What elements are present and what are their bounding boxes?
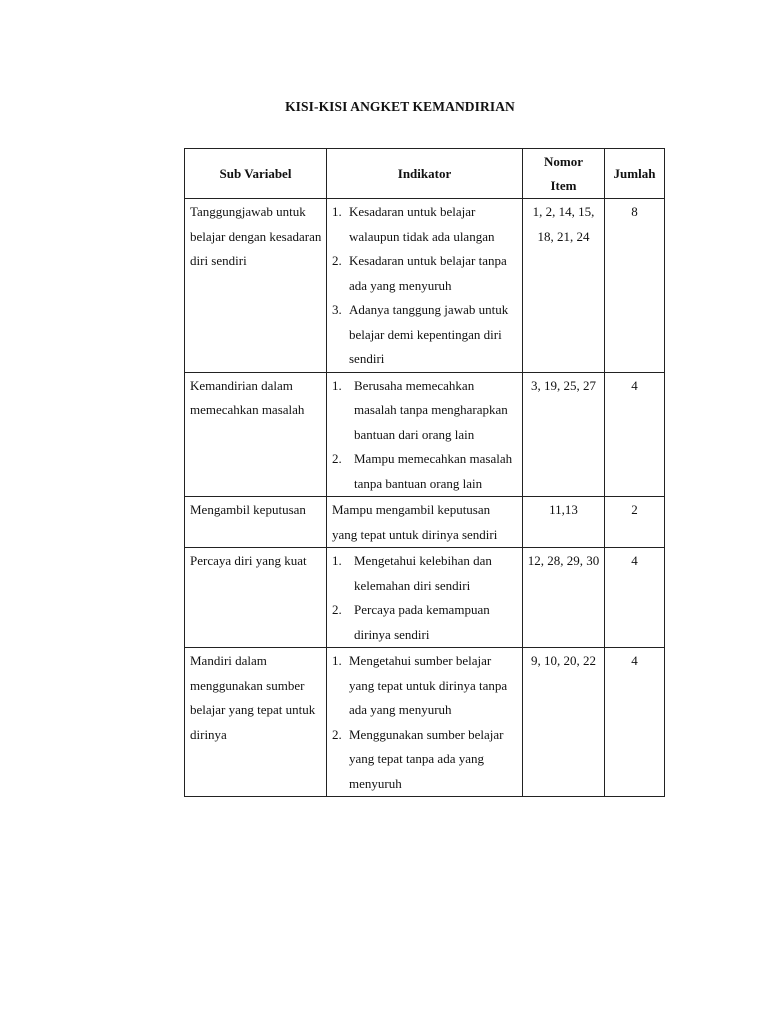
indikator-number: 2. xyxy=(332,726,342,742)
indikator-number: 3. xyxy=(332,302,342,317)
indikator-item xyxy=(332,298,518,372)
indikator-item xyxy=(332,598,518,647)
indikator-cell xyxy=(327,372,523,497)
indikator-item xyxy=(332,447,518,496)
indikator-number: 1. xyxy=(332,553,342,568)
page-title: KISI-KISI ANGKET KEMANDIRIAN xyxy=(285,99,515,114)
indikator-list xyxy=(332,649,518,796)
table-row xyxy=(185,372,665,497)
indikator-list xyxy=(332,549,518,647)
indikator-item xyxy=(332,649,518,723)
indikator-item xyxy=(332,723,518,797)
indikator-text: Mengetahui sumber belajar yang tepat untuk dirinya tanpa ada yang menyuruh xyxy=(349,653,508,717)
indikator-number: 1. xyxy=(332,377,342,393)
indikator-number: 1. xyxy=(332,653,342,668)
nomor-item-cell: 9, 10, 20, 22 xyxy=(523,648,605,797)
jumlah-cell: 2 xyxy=(605,497,665,548)
table-row xyxy=(185,548,665,648)
indikator-text: Kesadaran untuk belajar walaupun tidak ada ulangan xyxy=(349,204,495,244)
kisi-kisi-table xyxy=(184,148,665,797)
table-row xyxy=(185,199,665,373)
sub-variabel-cell: Mandiri dalam menggunakan sumber belajar yang tepat untuk dirinya xyxy=(185,648,327,797)
indikator-cell xyxy=(327,199,523,373)
table-row xyxy=(185,497,665,548)
nomor-item-cell: 3, 19, 25, 27 xyxy=(523,372,605,497)
indikator-cell: Mampu mengambil keputusan yang tepat untuk dirinya sendiri xyxy=(327,497,523,548)
indikator-number: 2. xyxy=(332,602,342,617)
header-nomor-item xyxy=(523,149,605,199)
jumlah-cell: 8 xyxy=(605,199,665,373)
indikator-text: Mampu memecahkan masalah tanpa bantuan orang lain xyxy=(354,451,513,491)
indikator-text: Adanya tanggung jawab untuk belajar demi kepentingan diri sendiri xyxy=(349,302,509,366)
jumlah-cell: 4 xyxy=(605,648,665,797)
indikator-text: Kesadaran untuk belajar tanpa ada yang menyuruh xyxy=(349,253,507,293)
indikator-list xyxy=(332,200,518,372)
indikator-number: 2. xyxy=(332,451,342,466)
header-sub-variabel: Sub Variabel xyxy=(185,149,327,199)
indikator-number: 1. xyxy=(332,204,342,219)
table-row xyxy=(185,648,665,797)
sub-variabel-cell: Tanggungjawab untuk belajar dengan kesadaran diri sendiri xyxy=(185,199,327,373)
indikator-cell xyxy=(327,548,523,648)
sub-variabel-cell: Kemandirian dalam memecahkan masalah xyxy=(185,372,327,497)
indikator-item xyxy=(332,549,518,598)
nomor-item-cell: 11,13 xyxy=(523,497,605,548)
nomor-item-cell: 1, 2, 14, 15, 18, 21, 24 xyxy=(523,199,605,373)
indikator-text: Mengetahui kelebihan dan kelemahan diri sendiri xyxy=(354,553,492,593)
table-header-row xyxy=(185,149,665,199)
indikator-item xyxy=(332,200,518,249)
nomor-item-cell: 12, 28, 29, 30 xyxy=(523,548,605,648)
jumlah-cell: 4 xyxy=(605,548,665,648)
sub-variabel-cell: Percaya diri yang kuat xyxy=(185,548,327,648)
header-nomor-line1: Nomor xyxy=(544,153,583,169)
header-nomor-line2: Item xyxy=(550,177,577,193)
sub-variabel-cell: Mengambil keputusan xyxy=(185,497,327,548)
header-indikator: Indikator xyxy=(327,149,523,199)
indikator-item xyxy=(332,374,518,448)
indikator-list xyxy=(332,374,518,497)
jumlah-cell: 4 xyxy=(605,372,665,497)
header-jumlah: Jumlah xyxy=(605,149,665,199)
indikator-text: Percaya pada kemampuan dirinya sendiri xyxy=(354,602,490,642)
indikator-number: 2. xyxy=(332,253,342,268)
indikator-text: Berusaha memecahkan masalah tanpa mengharapkan bantuan dari orang lain xyxy=(354,377,508,442)
indikator-text: Menggunakan sumber belajar yang tepat tanpa ada yang menyuruh xyxy=(349,726,504,791)
indikator-cell xyxy=(327,648,523,797)
indikator-item xyxy=(332,249,518,298)
